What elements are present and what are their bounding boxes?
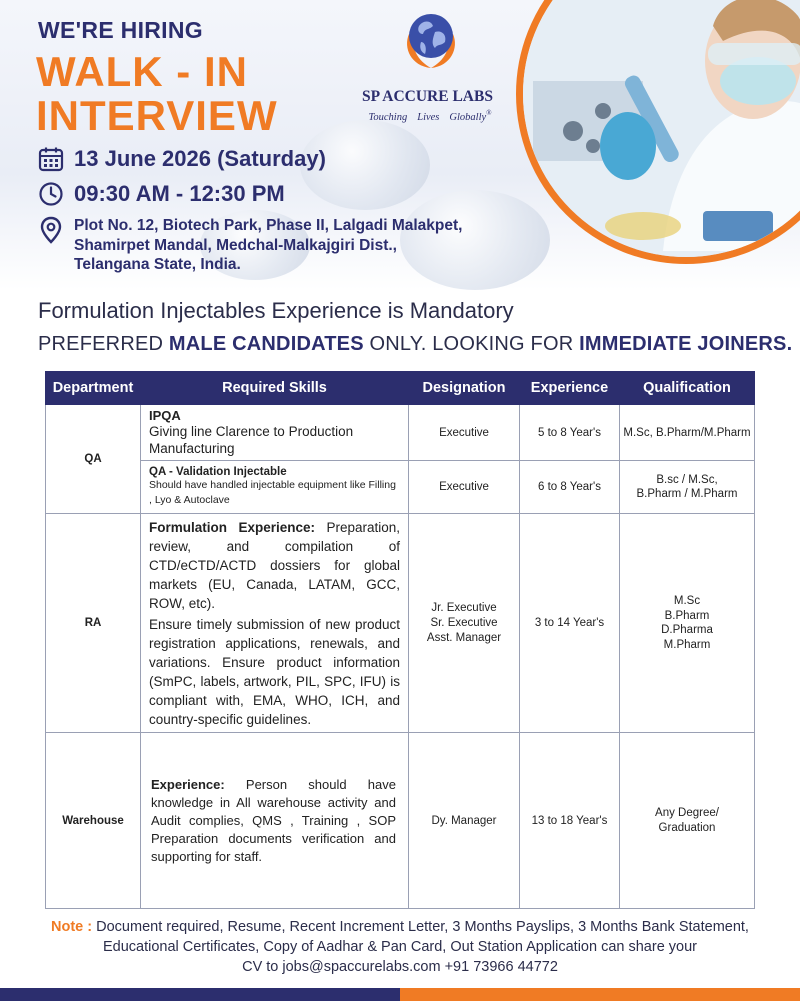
skill-text: Person should have knowledge in All warehouse activity and Audit complies, QMS , Training , SOP Preparation documents verification and supporting for staff. bbox=[151, 776, 396, 864]
qualification-line: D.Pharma bbox=[661, 624, 713, 636]
address-line: Telangana State, India. bbox=[74, 256, 241, 273]
tagline-word: Touching bbox=[368, 111, 408, 123]
walkin-line-1: WALK - IN bbox=[36, 48, 248, 95]
skill-title: QA - Validation Injectable bbox=[149, 466, 287, 478]
skill-title: IPQA bbox=[149, 408, 181, 423]
event-address bbox=[74, 216, 462, 275]
company-logo bbox=[355, 8, 500, 126]
company-name: SP ACCURE LABS bbox=[362, 88, 493, 105]
qualification-cell bbox=[620, 733, 755, 909]
column-header: Department bbox=[46, 372, 141, 405]
tagline-word: Globally bbox=[449, 111, 487, 123]
event-date: 13 June 2026 (Saturday) bbox=[74, 146, 326, 171]
skills-cell bbox=[141, 514, 409, 733]
event-time: 09:30 AM - 12:30 PM bbox=[74, 181, 285, 206]
department-cell: QA bbox=[46, 405, 141, 514]
table-row bbox=[46, 405, 755, 461]
event-address-row bbox=[38, 216, 462, 275]
tagline-word: Lives bbox=[417, 111, 440, 123]
skill-label: Experience: bbox=[151, 776, 225, 792]
designation-line: Jr. Executive bbox=[431, 601, 497, 614]
qualification-line: Graduation bbox=[658, 821, 716, 834]
table-header-row bbox=[46, 372, 755, 405]
skills-cell bbox=[141, 461, 409, 514]
column-header: Experience bbox=[520, 372, 620, 405]
experience-cell: 5 to 8 Year's bbox=[520, 405, 620, 461]
preferred-candidates bbox=[38, 333, 792, 356]
note-label: Note : bbox=[51, 919, 93, 935]
footer-bar-navy bbox=[0, 988, 400, 1001]
qualification-line: M.Pharm bbox=[663, 638, 711, 651]
address-line: Shamirpet Mandal, Medchal-Malkajgiri Dist., bbox=[74, 236, 397, 254]
note-text: Document required, Resume, Recent Increment Letter, 3 Months Payslips, 3 Months Bank Statement, bbox=[92, 919, 749, 935]
company-tagline bbox=[355, 109, 500, 123]
footer-bar-orange bbox=[400, 988, 800, 1001]
preferred-emphasis: MALE CANDIDATES bbox=[168, 333, 364, 355]
walk-in-interview-title bbox=[36, 50, 356, 138]
skill-text: Preparation, review, and compilation of CTD/eCTD/ACTD dossiers for global markets (EU, Canada, LATAM, GCC, ROW, etc). bbox=[149, 519, 400, 611]
skills-cell bbox=[141, 733, 409, 909]
skill-description: Ensure timely submission of new product registration applications, renewals, and variations. Ensure product information (SmPC, labels, artwork, PIL, SPC, IFU) is compliant with, EMA, WHO, ICH, and country-specific guidelines. bbox=[149, 616, 400, 727]
document-note bbox=[30, 917, 770, 977]
location-pin-icon bbox=[38, 216, 64, 244]
skill-description bbox=[151, 776, 400, 866]
qualification-cell bbox=[620, 514, 755, 733]
qualification-cell bbox=[620, 461, 755, 514]
event-date-row bbox=[38, 146, 326, 172]
table-row bbox=[46, 514, 755, 733]
qualification-line: B.Pharm / M.Pharm bbox=[636, 488, 738, 500]
designation-cell: Executive bbox=[409, 461, 520, 514]
qualification-line: B.Pharm bbox=[664, 609, 710, 622]
designation-line: Sr. Executive bbox=[430, 616, 498, 629]
mandatory-requirement: Formulation Injectables Experience is Mandatory bbox=[38, 298, 514, 323]
qualification-line: M.Sc bbox=[673, 595, 701, 607]
preferred-emphasis: IMMEDIATE JOINERS. bbox=[579, 333, 793, 355]
calendar-icon bbox=[38, 146, 64, 172]
table-row bbox=[46, 733, 755, 909]
skill-description: Giving line Clarence to Production Manufacturing bbox=[149, 424, 354, 456]
experience-cell: 3 to 14 Year's bbox=[520, 514, 620, 733]
designation-cell: Executive bbox=[409, 405, 520, 461]
department-cell: RA bbox=[46, 514, 141, 733]
note-line: Educational Certificates, Copy of Aadhar & Pan Card, Out Station Application can share your bbox=[102, 939, 698, 955]
skills-cell bbox=[141, 405, 409, 461]
skill-description: Should have handled injectable equipment like Filling , Lyo & Autoclave bbox=[149, 479, 396, 506]
note-line bbox=[30, 917, 770, 937]
positions-table bbox=[45, 371, 755, 909]
trademark-symbol: ® bbox=[486, 109, 492, 117]
experience-cell: 13 to 18 Year's bbox=[520, 733, 620, 909]
column-header: Qualification bbox=[620, 372, 755, 405]
preferred-text: ONLY. LOOKING FOR bbox=[363, 333, 580, 355]
column-header: Designation bbox=[409, 372, 520, 405]
walkin-line-2: INTERVIEW bbox=[36, 92, 278, 139]
skill-description bbox=[149, 518, 400, 613]
qualification-line: B.sc / M.Sc, bbox=[656, 473, 718, 486]
designation-cell bbox=[409, 514, 520, 733]
experience-cell: 6 to 8 Year's bbox=[520, 461, 620, 514]
address-line: Plot No. 12, Biotech Park, Phase II, Lalgadi Malakpet, bbox=[74, 217, 463, 234]
note-line: CV to jobs@spaccurelabs.com +91 73966 44772 bbox=[242, 959, 558, 975]
skill-label: Formulation Experience: bbox=[149, 519, 315, 535]
department-cell: Warehouse bbox=[46, 733, 141, 909]
table-row bbox=[46, 461, 755, 514]
preferred-text: PREFERRED bbox=[38, 333, 169, 355]
qualification-line: Any Degree/ bbox=[655, 807, 719, 819]
clock-icon bbox=[38, 181, 64, 207]
designation-cell: Dy. Manager bbox=[409, 733, 520, 909]
qualification-cell: M.Sc, B.Pharm/M.Pharm bbox=[620, 405, 755, 461]
designation-line: Asst. Manager bbox=[426, 631, 502, 644]
column-header: Required Skills bbox=[141, 372, 409, 405]
event-time-row bbox=[38, 181, 285, 207]
hiring-heading: WE'RE HIRING bbox=[38, 17, 203, 43]
globe-hands-icon bbox=[401, 8, 461, 72]
